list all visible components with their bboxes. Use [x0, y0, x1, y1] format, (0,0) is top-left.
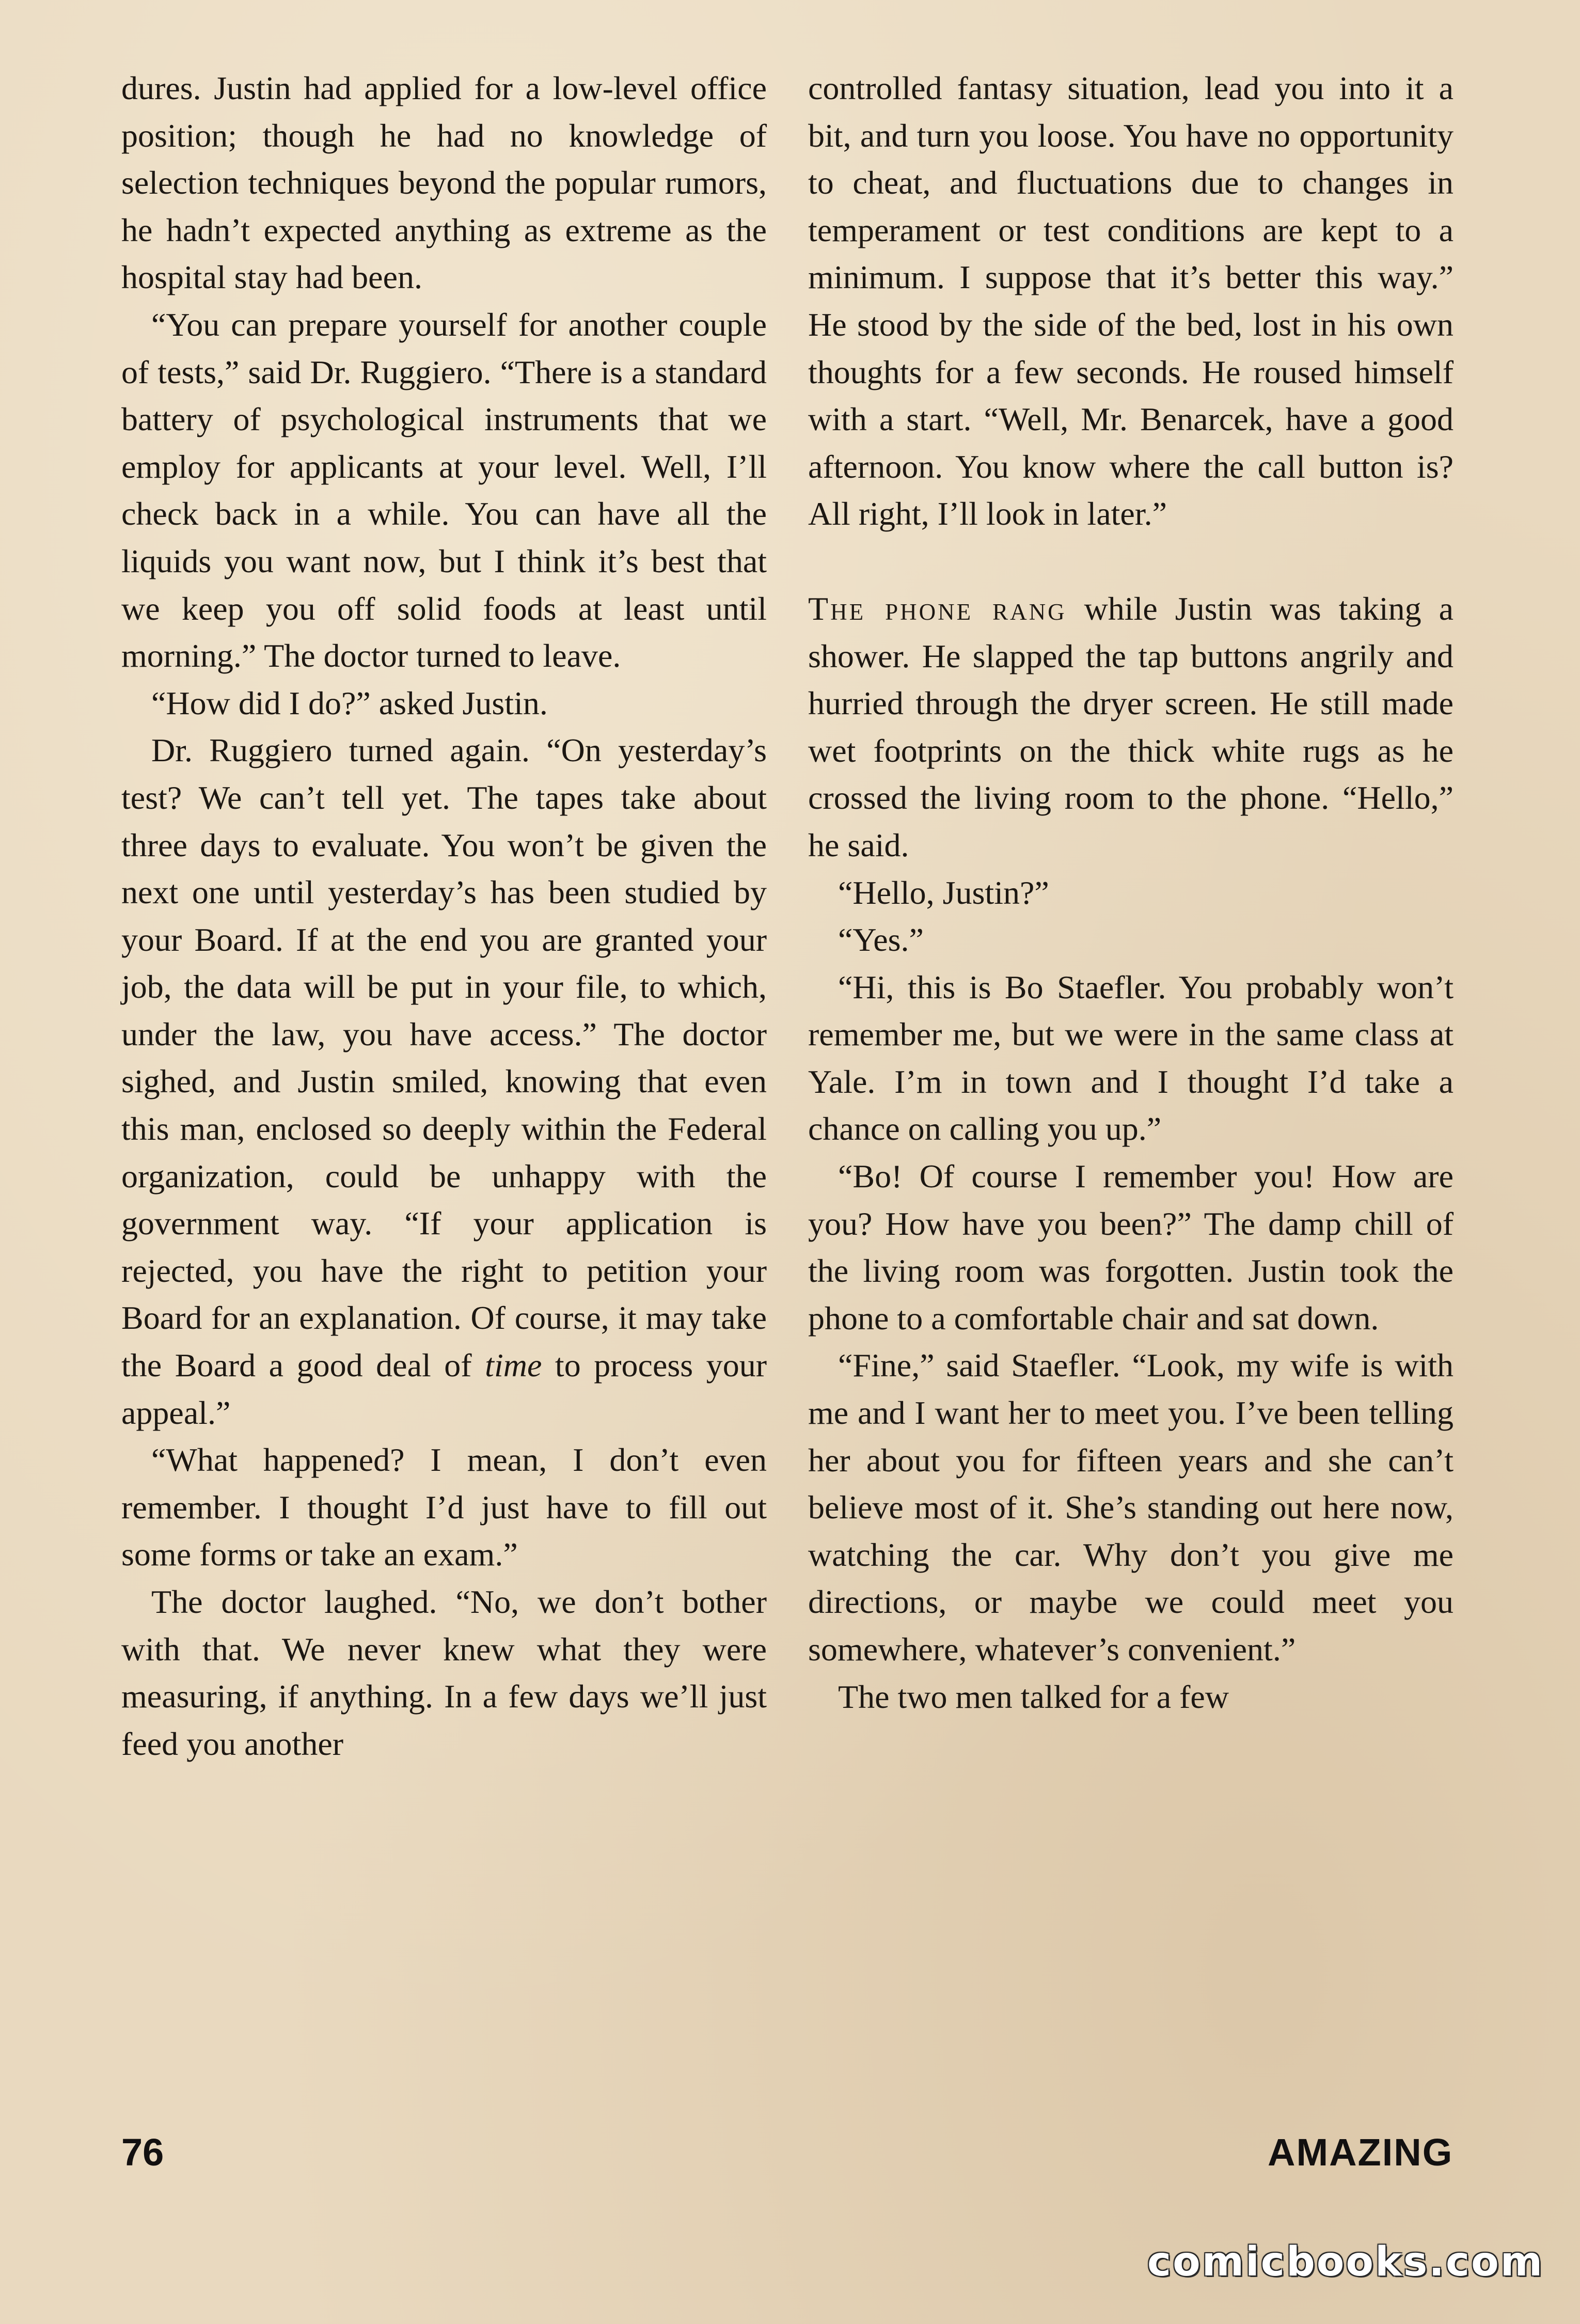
paragraph: The two men talked for a few — [838, 1678, 1229, 1715]
emphasis-text: time — [485, 1347, 542, 1384]
paragraph-text: to process your appeal.” — [121, 1347, 767, 1431]
paragraph: dures. Justin had applied for a low-level office position; though he had no knowledge of selection techniques beyond the popular rumors, he hadn’t expected anything as extreme as the hospital stay had been. — [121, 70, 767, 296]
page-number: 76 — [121, 2131, 164, 2174]
paragraph: The doctor laughed. “No, we don’t bother with that. We never knew what they were measuring, if anything. In a few days we’ll just feed you another — [121, 1583, 767, 1762]
paragraph-text: Dr. Ruggiero turned again. “On yesterday’s test? We can’t tell yet. The tapes take about three days to evaluate. You won’t be given the next one until yesterday’s has been studied by your Board. If at the end you are granted your job, the data will be put in your file, to which, under the law, you have access.” The doctor sighed, and Justin smiled, knowing that even this man, enclosed so deeply within the Federal organization, could be unhappy with the government way. “If your application is rejected, you have the right to petition your Board for an explanation. Of course, it may take the Board a good deal of — [121, 732, 767, 1384]
paragraph: “Hi, this is Bo Staefler. You probably won’t remember me, but we were in the same class at Yale. I’m in town and I thought I’d take a chance on calling you up.” — [808, 968, 1453, 1148]
paragraph: “What happened? I mean, I don’t even remember. I thought I’d just have to fill out some forms or take an exam.” — [121, 1441, 767, 1573]
paragraph — [121, 727, 767, 1436]
paragraph: “Hello, Justin?” — [838, 874, 1049, 911]
left-column — [121, 65, 767, 1767]
paragraph: “How did I do?” asked Justin. — [151, 684, 548, 721]
paragraph: “Fine,” said Staefler. “Look, my wife is with me and I want her to meet you. I’ve been telling her about you for fifteen years and she can’t believe most of it. She’s standing out here now, watching the car. Why don’t you give me directions, or maybe we could meet you somewhere, whatever’s convenient.” — [808, 1347, 1453, 1668]
paragraph: “You can prepare yourself for another couple of tests,” said Dr. Ruggiero. “There is a standard battery of psychological instruments that we employ for applicants at your level. Well, I’ll check back in a while. You can have all the liquids you want now, but I think it’s best that we keep you off solid foods at least until morning.” The doctor turned to leave. — [121, 306, 767, 674]
paragraph: “Yes.” — [838, 921, 924, 959]
magazine-name: AMAZING — [1268, 2131, 1453, 2174]
watermark: comicbooks.com — [1147, 2239, 1544, 2285]
paragraph — [808, 585, 1453, 869]
right-column — [808, 65, 1453, 1720]
paragraph: “Bo! Of course I remember you! How are you? How have you been?” The damp chill of the living room was forgotten. Justin took the phone to a comfortable chair and sat down. — [808, 1158, 1453, 1337]
section-lead-in: The phone rang — [808, 590, 1067, 627]
paragraph-text: while Justin was taking a shower. He slapped the tap buttons angrily and hurried through the dryer screen. He still made wet footprints on the thick white rugs as he crossed the living room to the phone. “Hello,” he said. — [808, 590, 1454, 863]
paragraph: controlled fantasy situation, lead you into it a bit, and turn you loose. You have no opportunity to cheat, and fluctuations due to changes in temperament or test conditions are kept to a minimum. I suppose that it’s better this way.” He stood by the side of the bed, lost in his own thoughts for a few seconds. He roused himself with a start. “Well, Mr. Benarcek, have a good afternoon. You know where the call button is? All right, I’ll look in later.” — [808, 70, 1453, 532]
